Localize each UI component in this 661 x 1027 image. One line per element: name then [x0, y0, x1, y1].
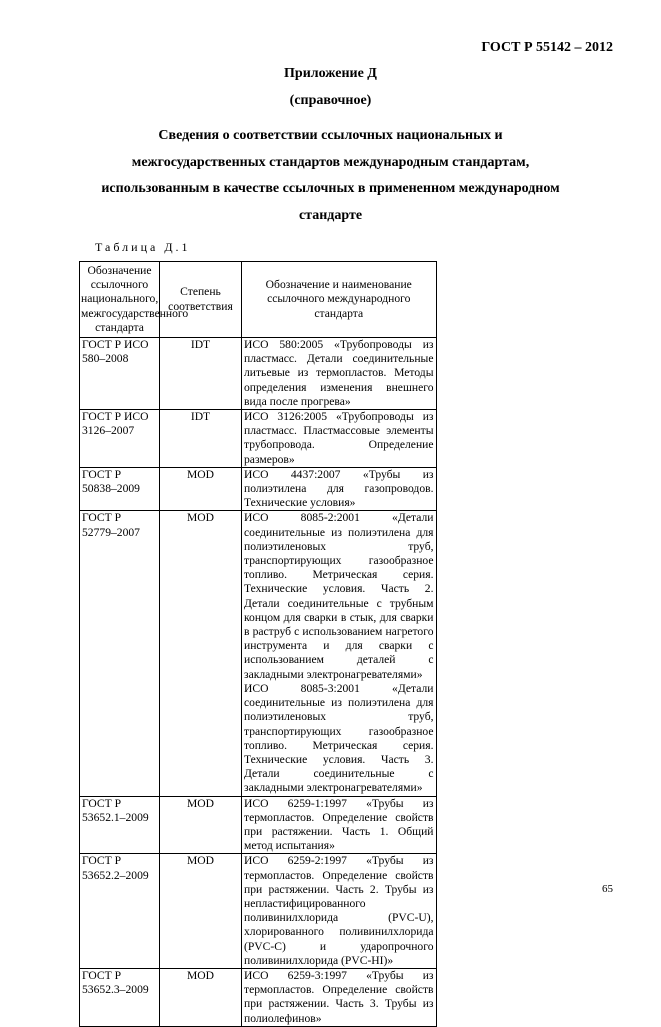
cell-degree: IDT — [160, 410, 242, 468]
correspondence-table — [79, 261, 631, 1027]
intl-standard-ref: ИСО 3126:2005 «Трубопроводы из пластмасс. Пластмассовые элементы трубопровода. Определение размеров» — [244, 410, 434, 466]
table-row — [80, 968, 631, 1026]
cell-degree: MOD — [160, 854, 242, 969]
appendix-title-line: использованным в качестве ссылочных в примененном международном — [101, 181, 560, 196]
appendix-title — [0, 123, 661, 229]
page-number: 65 — [602, 883, 613, 895]
cell-standard: ГОСТ Р 53652.3–2009 — [80, 968, 160, 1026]
intl-standard-ref: ИСО 4437:2007 «Трубы из полиэтилена для газопроводов. Технические условия» — [244, 467, 434, 510]
document-id: ГОСТ Р 55142 – 2012 — [481, 40, 613, 55]
table-row — [80, 410, 631, 468]
cell-intl-standard — [242, 968, 437, 1026]
cell-degree: MOD — [160, 796, 242, 854]
intl-standard-ref: ИСО 6259-2:1997 «Трубы из термопластов. Определение свойств при растяжении. Часть 2. Трубы из непластифицированного поливинилхлорида (PVC-U), хлорированного поливинилхлорида (PVC-C) и ударопрочного поливинилхлорида (PVC-HI)» — [244, 854, 434, 967]
cell-intl-standard — [242, 410, 437, 468]
cell-intl-standard — [242, 511, 437, 796]
column-header-intl-standard: Обозначение и наименование ссылочного международного стандарта — [242, 262, 437, 338]
table-row — [80, 854, 631, 969]
cell-standard: ГОСТ Р ИСО 3126–2007 — [80, 410, 160, 468]
cell-standard: ГОСТ Р 53652.2–2009 — [80, 854, 160, 969]
table-row — [80, 796, 631, 854]
table-row — [80, 467, 631, 511]
appendix-title-line: Сведения о соответствии ссылочных национальных и — [158, 128, 503, 143]
cell-standard: ГОСТ Р ИСО 580–2008 — [80, 338, 160, 410]
intl-standard-ref: ИСО 8085-2:2001 «Детали соединительные из полиэтилена для полиэтиленовых труб, транспортирующих газообразное топливо. Метрическая серия. Технические условия. Часть 2. Детали соединительные с трубным концом для сварки в стык, для сварки в раструб с использованием нагретого инструмента и для сварки с использованием деталей с закладными электронагревателями» — [244, 511, 434, 681]
cell-intl-standard — [242, 338, 437, 410]
intl-standard-ref: ИСО 580:2005 «Трубопроводы из пластмасс. Детали соединительные литьевые из термопластов. Методы определения изменения внешнего вида после прогрева» — [244, 338, 434, 408]
cell-intl-standard — [242, 467, 437, 511]
table-label: Таблица Д.1 — [95, 240, 191, 254]
appendix-type: (справочное) — [289, 93, 372, 108]
table-row — [80, 511, 631, 796]
appendix-name: Приложение Д — [284, 66, 377, 81]
appendix-title-line: межгосударственных стандартов международным стандартам, — [131, 154, 530, 170]
cell-standard: ГОСТ Р 50838–2009 — [80, 467, 160, 511]
cell-intl-standard — [242, 796, 437, 854]
cell-intl-standard — [242, 854, 437, 969]
intl-standard-ref: ИСО 6259-3:1997 «Трубы из термопластов. Определение свойств при растяжении. Часть 3. Трубы из полиолефинов» — [244, 968, 434, 1025]
table-row — [80, 338, 631, 410]
cell-standard: ГОСТ Р 53652.1–2009 — [80, 796, 160, 854]
cell-degree: MOD — [160, 968, 242, 1026]
cell-standard: ГОСТ Р 52779–2007 — [80, 511, 160, 796]
cell-degree: MOD — [160, 467, 242, 511]
table-header-row — [80, 262, 631, 338]
intl-standard-ref: ИСО 6259-1:1997 «Трубы из термопластов. Определение свойств при растяжении. Часть 1. Общий метод испытания» — [244, 796, 434, 853]
column-header-degree: Степень соответствия — [160, 262, 242, 338]
intl-standard-ref: ИСО 8085-3:2001 «Детали соединительные из полиэтилена для полиэтиленовых труб, транспортирующих газообразное топливо. Метрическая серия. Технические условия. Часть 3. Детали соединительные с закладными электронагревателями» — [244, 681, 434, 795]
appendix-title-line: стандарте — [298, 207, 363, 223]
column-header-standard: Обозначение ссылочного национального, межгосударственного стандарта — [80, 262, 160, 338]
cell-degree: IDT — [160, 338, 242, 410]
cell-degree: MOD — [160, 511, 242, 796]
